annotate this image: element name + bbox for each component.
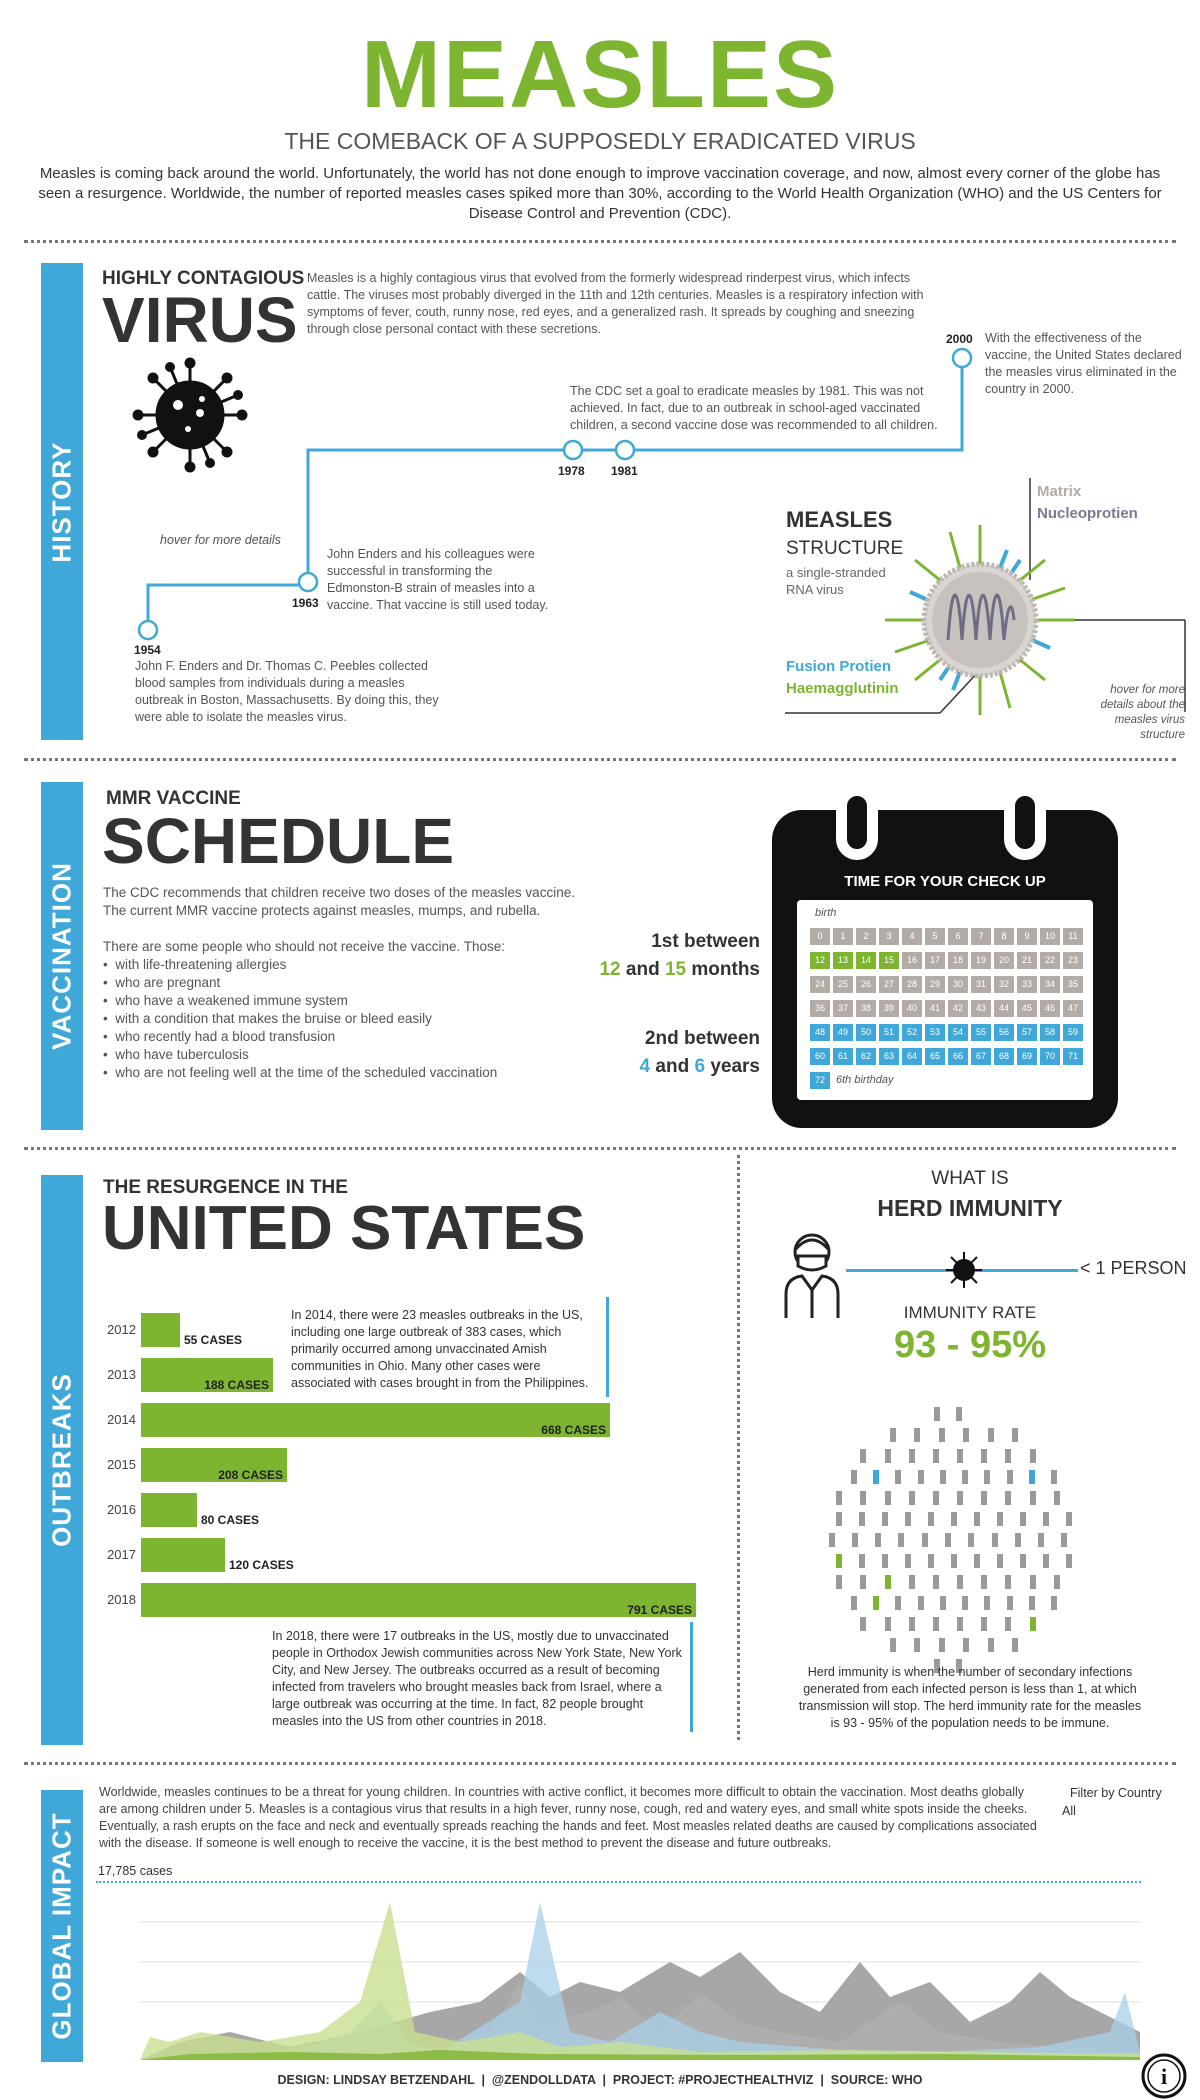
cases-bar[interactable] — [141, 1538, 225, 1572]
person-icon — [885, 1575, 891, 1589]
person-icon — [1005, 1449, 1011, 1463]
history-desc: Measles is a highly contagious virus that evolved from the formerly widespread rinderpest virus, which infects cattle. The viruses most probably diverged in the 11th and 12th centuries. Measles is a respiratory infection with symptoms of fever, couth, runny nose, red eyes, and a generalized rash. It spreads by coughing and sneezing through close personal contact with these secretions. — [307, 271, 924, 336]
person-icon — [922, 1533, 928, 1547]
calendar-month-cell: 12 — [810, 952, 830, 969]
global-cases-chart[interactable] — [140, 1882, 1140, 2060]
calendar-month-cell: 7 — [971, 928, 991, 945]
year-axis-label: 2014 — [107, 1412, 136, 1427]
calendar-month-cell: 24 — [810, 976, 830, 993]
person-icon — [885, 1491, 891, 1505]
divider — [24, 1147, 1176, 1150]
calendar-month-cell: 6 — [948, 928, 968, 945]
person-icon — [1015, 1533, 1021, 1547]
calendar-title: TIME FOR YOUR CHECK UP — [844, 873, 1046, 890]
intro-text: Measles is coming back around the world. Unfortunately, the world has not done enough to improve vaccination coverage, and now, almost every corner of the globe has seen a resurgence. Worldwide, the number of reported measles cases spiked more than 30%, according to the World Health Organization (WHO) and the US Centers for Disease Control and Prevention (CDC). — [38, 165, 1162, 222]
calendar-month-cell: 43 — [971, 1000, 991, 1017]
vaccine-kicker: MMR VACCINE — [106, 788, 241, 809]
note-2014: In 2014, there were 23 measles outbreaks in the US, including one large outbreak of 383 cases, which primarily occurred among unvaccinated Amish communities in Ohio. Many other cases were associated with cases brought in from the Philippines. — [291, 1308, 589, 1390]
calendar-month-cell: 37 — [833, 1000, 853, 1017]
calendar-month-cell: 18 — [948, 952, 968, 969]
person-icon — [1012, 1638, 1018, 1652]
calendar-month-cell: 5 — [925, 928, 945, 945]
calendar-month-cell: 36 — [810, 1000, 830, 1017]
calendar-sixth-label: 6th birthday — [836, 1074, 894, 1086]
vaccine-paragraph: The CDC recommends that children receive two doses of the measles vaccine. The current MMR vaccine protects against measles, mumps, and rubella. — [103, 885, 575, 918]
cases-label: 188 CASES — [204, 1378, 269, 1392]
calendar-month-cell: 1 — [833, 928, 853, 945]
person-icon — [890, 1638, 896, 1652]
person-icon — [956, 1407, 962, 1421]
vaccine-heading: SCHEDULE — [102, 805, 455, 877]
person-icon — [836, 1491, 842, 1505]
person-icon — [882, 1512, 888, 1526]
calendar-month-cell: 64 — [902, 1048, 922, 1065]
second-dose — [560, 1025, 760, 1081]
person-icon — [873, 1470, 879, 1484]
sidebar-label: HISTORY — [46, 440, 77, 563]
calendar-month-cell: 13 — [833, 952, 853, 969]
event-1954-text: John F. Enders and Dr. Thomas C. Peebles collected blood samples from individuals during a measles outbreak in Boston, Massachusetts. By doing this, they were able to isolate the measles virus. — [135, 659, 439, 724]
person-icon — [1030, 1617, 1036, 1631]
calendar-month-cell: 16 — [902, 952, 922, 969]
person-icon — [885, 1449, 891, 1463]
event-1978-text: The CDC set a goal to eradicate measles by 1981. This was not achieved. In fact, due to an outbreak in school-aged vaccinated children, a second vaccine dose was recommended to all children. — [570, 384, 938, 432]
cases-label: 80 CASES — [201, 1513, 260, 1527]
calendar-month-cell: 11 — [1063, 928, 1083, 945]
history-heading: VIRUS — [102, 284, 298, 356]
calendar-month-cell: 30 — [948, 976, 968, 993]
person-icon — [974, 1512, 980, 1526]
person-icon — [933, 1575, 939, 1589]
person-icon — [984, 1596, 990, 1610]
person-icon — [957, 1575, 963, 1589]
year-1978[interactable]: 1978 — [558, 464, 585, 478]
person-icon — [1061, 1533, 1067, 1547]
person-icon — [852, 1533, 858, 1547]
person-icon — [963, 1428, 969, 1442]
svg-text:i: i — [1160, 2064, 1168, 2089]
calendar-month-cell: 70 — [1040, 1048, 1060, 1065]
sidebar-vaccination — [41, 782, 83, 1130]
calendar-month-cell: 51 — [879, 1024, 899, 1041]
person-icon — [957, 1617, 963, 1631]
list-item: • who have tuberculosis — [103, 1047, 249, 1062]
vaccine-exclusions-list — [103, 956, 583, 1082]
person-icon — [905, 1554, 911, 1568]
calendar-month-cell: 29 — [925, 976, 945, 993]
person-icon — [1012, 1428, 1018, 1442]
person-icon — [1020, 1554, 1026, 1568]
calendar-month-cell: 3 — [879, 928, 899, 945]
cases-bar[interactable] — [141, 1583, 696, 1617]
herd-threshold: < 1 PERSON — [1080, 1258, 1187, 1278]
calendar-month-cell: 59 — [1063, 1024, 1083, 1041]
person-icon — [997, 1554, 1003, 1568]
person-icon — [981, 1449, 987, 1463]
person-icon — [928, 1512, 934, 1526]
person-icon — [1054, 1575, 1060, 1589]
calendar-month-cell: 52 — [902, 1024, 922, 1041]
year-axis-label: 2013 — [107, 1367, 136, 1382]
person-icon — [933, 1449, 939, 1463]
year-1963[interactable]: 1963 — [292, 596, 319, 610]
calendar-month-cell: 53 — [925, 1024, 945, 1041]
calendar-month-cell: 67 — [971, 1048, 991, 1065]
calendar-month-cell: 4 — [902, 928, 922, 945]
note-2014-rule — [606, 1297, 609, 1397]
first-dose — [560, 928, 760, 984]
person-icon — [1029, 1470, 1035, 1484]
person-icon — [981, 1575, 987, 1589]
person-icon — [951, 1554, 957, 1568]
immunity-rate-label: IMMUNITY RATE — [903, 1303, 1037, 1322]
person-icon — [859, 1512, 865, 1526]
calendar-month-cell: 34 — [1040, 976, 1060, 993]
list-item: • with life-threatening allergies — [103, 957, 287, 972]
divider — [24, 1762, 1176, 1765]
person-icon — [918, 1596, 924, 1610]
calendar-ring-left — [836, 785, 878, 860]
person-icon — [988, 1638, 994, 1652]
outbreaks-kicker: THE RESURGENCE IN THE — [103, 1177, 348, 1198]
calendar-month-cell: 20 — [994, 952, 1014, 969]
person-icon — [1007, 1470, 1013, 1484]
year-1981[interactable]: 1981 — [611, 464, 638, 478]
page-subtitle: THE COMEBACK OF A SUPPOSEDLY ERADICATED VIRUS — [284, 128, 916, 154]
person-icon — [859, 1554, 865, 1568]
structure-subtitle: STRUCTURE — [786, 538, 904, 559]
structure-desc: a single-stranded RNA virus — [786, 565, 886, 597]
cases-bar[interactable] — [141, 1403, 610, 1437]
person-icon — [939, 1428, 945, 1442]
sidebar-outbreaks — [41, 1175, 83, 1745]
calendar-month-cell: 42 — [948, 1000, 968, 1017]
year-axis-label: 2017 — [107, 1547, 136, 1562]
calendar-month-cell: 19 — [971, 952, 991, 969]
calendar-birth-label: birth — [815, 907, 837, 919]
year-axis-label: 2018 — [107, 1592, 136, 1607]
person-icon — [940, 1596, 946, 1610]
person-icon — [939, 1638, 945, 1652]
person-icon — [963, 1638, 969, 1652]
person-icon — [1066, 1512, 1072, 1526]
calendar-month-cell: 14 — [856, 952, 876, 969]
calendar-month-cell: 23 — [1063, 952, 1083, 969]
calendar-month-cell: 45 — [1017, 1000, 1037, 1017]
calendar-month-cell: 41 — [925, 1000, 945, 1017]
herd-title: HERD IMMUNITY — [877, 1195, 1063, 1221]
global-text: Worldwide, measles continues to be a threat for young children. In countries with active conflict, it becomes more difficult to obtain the vaccination. Most deaths globally are among children under 5. Measles is a contagious virus that results in a high fever, runny nose, cough, red and watery eyes, and small white spots inside the cheeks. Eventually, a rash erupts on the face and neck and eventually spreads reaching the hands and feet. Most measles related deaths are caused by complications associated with the disease. If someone is well enough to receive the vaccine, it is the best method to prevent the disease and future outbreaks. — [99, 1785, 1037, 1850]
person-icon — [1007, 1596, 1013, 1610]
person-icon — [1005, 1491, 1011, 1505]
person-icon — [860, 1617, 866, 1631]
person-icon — [836, 1512, 842, 1526]
person-icon — [933, 1491, 939, 1505]
person-icon — [1043, 1554, 1049, 1568]
person-icon — [1029, 1596, 1035, 1610]
calendar-month-cell: 15 — [879, 952, 899, 969]
cases-label: 120 CASES — [229, 1558, 294, 1572]
person-icon — [860, 1575, 866, 1589]
first-dose-range: 12 and 15 months — [599, 959, 760, 980]
person-icon — [895, 1470, 901, 1484]
person-icon — [875, 1533, 881, 1547]
sidebar-label: GLOBAL IMPACT — [46, 1812, 77, 2040]
person-icon — [988, 1428, 994, 1442]
list-item: • who have a weakened immune system — [103, 993, 348, 1008]
person-icon — [909, 1617, 915, 1631]
cases-label: 208 CASES — [218, 1468, 283, 1482]
calendar-month-cell: 55 — [971, 1024, 991, 1041]
person-icon — [928, 1554, 934, 1568]
calendar-month-cell: 49 — [833, 1024, 853, 1041]
person-icon — [914, 1638, 920, 1652]
calendar-month-cell: 63 — [879, 1048, 899, 1065]
person-icon — [957, 1491, 963, 1505]
person-icon — [1043, 1512, 1049, 1526]
cases-bar[interactable] — [141, 1313, 180, 1347]
herd-question: WHAT IS — [931, 1168, 1009, 1189]
calendar-month-cell: 60 — [810, 1048, 830, 1065]
person-icon — [1051, 1596, 1057, 1610]
calendar-month-cell: 27 — [879, 976, 899, 993]
person-icon — [851, 1470, 857, 1484]
cases-bar[interactable] — [141, 1493, 197, 1527]
vaccine-exclusions-intro: There are some people who should not receive the vaccine. Those: — [103, 939, 505, 954]
person-icon — [914, 1428, 920, 1442]
calendar-month-cell: 40 — [902, 1000, 922, 1017]
calendar-month-cell: 65 — [925, 1048, 945, 1065]
person-icon — [1005, 1617, 1011, 1631]
person-icon — [898, 1533, 904, 1547]
year-2000[interactable]: 2000 — [946, 332, 973, 346]
person-icon — [905, 1512, 911, 1526]
person-icon — [1038, 1533, 1044, 1547]
person-icon — [836, 1554, 842, 1568]
section-divider-vertical — [737, 1155, 740, 1740]
person-icon — [1020, 1512, 1026, 1526]
person-icon — [933, 1617, 939, 1631]
calendar-month-cell: 33 — [1017, 976, 1037, 993]
calendar-month-cell: 66 — [948, 1048, 968, 1065]
calendar-month-cell: 48 — [810, 1024, 830, 1041]
history-kicker: HIGHLY CONTAGIOUS — [102, 268, 305, 289]
year-axis-label: 2016 — [107, 1502, 136, 1517]
cases-label: 55 CASES — [184, 1333, 243, 1347]
calendar-month-cell: 28 — [902, 976, 922, 993]
global-max-label: 17,785 cases — [98, 1864, 173, 1878]
person-icon — [873, 1596, 879, 1610]
sidebar-global — [41, 1790, 83, 2062]
person-icon — [974, 1554, 980, 1568]
list-item: • who are pregnant — [103, 975, 221, 990]
person-icon — [997, 1512, 1003, 1526]
person-icon — [909, 1575, 915, 1589]
calendar-month-cell: 0 — [810, 928, 830, 945]
label-matrix[interactable]: Matrix — [1037, 483, 1082, 500]
immunity-rate-value: 93 - 95% — [893, 1324, 1047, 1366]
second-dose-label: 2nd between — [644, 1028, 760, 1049]
calendar-month-cell: 25 — [833, 976, 853, 993]
label-fusion[interactable]: Fusion Protien — [786, 658, 891, 675]
person-icon — [1066, 1554, 1072, 1568]
calendar-month-cell: 46 — [1040, 1000, 1060, 1017]
person-icon — [1030, 1449, 1036, 1463]
person-icon — [1051, 1470, 1057, 1484]
label-nucleoprotien[interactable]: Nucleoprotien — [1037, 505, 1138, 522]
first-dose-label: 1st between — [651, 931, 760, 952]
calendar-month-cell: 31 — [971, 976, 991, 993]
calendar-month-cell: 38 — [856, 1000, 876, 1017]
sidebar-label: OUTBREAKS — [46, 1373, 77, 1547]
person-icon — [860, 1491, 866, 1505]
structure-title: MEASLES — [786, 507, 893, 532]
list-item: • who are not feeling well at the time of the scheduled vaccination — [103, 1065, 498, 1080]
calendar-month-cell: 50 — [856, 1024, 876, 1041]
person-icon — [1005, 1575, 1011, 1589]
virus-small-icon — [944, 1250, 984, 1290]
calendar-month-cell: 69 — [1017, 1048, 1037, 1065]
country-filter-label: Filter by Country — [1070, 1786, 1162, 1800]
calendar-month-cell: 9 — [1017, 928, 1037, 945]
calendar-month-cell: 57 — [1017, 1024, 1037, 1041]
calendar-ring-right — [1004, 785, 1046, 860]
person-icon — [885, 1617, 891, 1631]
label-haemagglutinin[interactable]: Haemagglutinin — [786, 680, 899, 697]
year-1954[interactable]: 1954 — [134, 643, 161, 657]
calendar-month-cell: 26 — [856, 976, 876, 993]
calendar-month-cell: 22 — [1040, 952, 1060, 969]
sidebar-label: VACCINATION — [46, 862, 77, 1050]
person-icon — [909, 1491, 915, 1505]
calendar-month-cell: 62 — [856, 1048, 876, 1065]
cases-label: 668 CASES — [541, 1423, 606, 1437]
note-2018-rule — [690, 1622, 693, 1732]
person-icon — [836, 1575, 842, 1589]
person-icon — [962, 1596, 968, 1610]
outbreaks-heading: UNITED STATES — [102, 1194, 586, 1263]
person-icon — [992, 1533, 998, 1547]
person-icon — [909, 1449, 915, 1463]
cases-label: 791 CASES — [627, 1603, 692, 1617]
calendar-month-cell: 47 — [1063, 1000, 1083, 1017]
person-icon — [940, 1470, 946, 1484]
person-icon — [934, 1407, 940, 1421]
event-1963-text: John Enders and his colleagues were successful in transforming the Edmonston-B strain of measles into a vaccine. That vaccine is still used today. — [327, 547, 549, 612]
person-icon — [984, 1470, 990, 1484]
calendar-month-cell: 21 — [1017, 952, 1037, 969]
person-icon — [851, 1596, 857, 1610]
country-filter-select[interactable]: All — [1062, 1804, 1076, 1818]
person-icon — [895, 1596, 901, 1610]
person-icon — [1030, 1575, 1036, 1589]
calendar-month-cell: 61 — [833, 1048, 853, 1065]
calendar-month-cell: 56 — [994, 1024, 1014, 1041]
person-icon — [962, 1470, 968, 1484]
year-axis-label: 2015 — [107, 1457, 136, 1472]
calendar-month-cell: 58 — [1040, 1024, 1060, 1041]
person-icon — [1054, 1491, 1060, 1505]
second-dose-range: 4 and 6 years — [639, 1056, 760, 1077]
person-icon — [945, 1533, 951, 1547]
calendar-month-cell: 17 — [925, 952, 945, 969]
divider — [24, 758, 1176, 761]
person-icon — [829, 1533, 835, 1547]
calendar-month-cell: 10 — [1040, 928, 1060, 945]
person-icon — [1030, 1491, 1036, 1505]
calendar-month-cell: 71 — [1063, 1048, 1083, 1065]
calendar-month-cell: 39 — [879, 1000, 899, 1017]
person-icon — [957, 1449, 963, 1463]
person-icon — [882, 1554, 888, 1568]
year-axis-label: 2012 — [107, 1322, 136, 1337]
note-2018: In 2018, there were 17 outbreaks in the US, mostly due to unvaccinated people in Orthodox Jewish communities across New York State, New York City, and New Jersey. The outbreaks occurred as a result of becoming infected from travelers who brought measles back from Israel, where a large outbreak was occurring at the time. In fact, 82 people brought measles into the US from other countries in 2018. — [272, 1629, 682, 1728]
event-2000-text: With the effectiveness of the vaccine, the United States declared the measles virus eliminated in the country in 2000. — [985, 331, 1182, 396]
person-icon — [918, 1470, 924, 1484]
person-icon — [981, 1491, 987, 1505]
page-title: MEASLES — [360, 21, 840, 128]
person-icon — [860, 1449, 866, 1463]
herd-desc: Herd immunity is when the number of secondary infections generated from each infected person is less than 1, at which transmission will stop. The herd immunity rate for the measles is 93 - 95% of the population needs to be immune. — [798, 1665, 1142, 1730]
calendar-month-cell: 8 — [994, 928, 1014, 945]
person-icon — [951, 1512, 957, 1526]
calendar-month-cell: 68 — [994, 1048, 1014, 1065]
calendar-month-cell: 32 — [994, 976, 1014, 993]
virus-structure-diagram[interactable] — [780, 470, 1200, 750]
calendar-month-cell: 35 — [1063, 976, 1083, 993]
calendar-month-cell: 44 — [994, 1000, 1014, 1017]
person-icon — [890, 1428, 896, 1442]
list-item: • with a condition that makes the bruise or bleed easily — [103, 1011, 432, 1026]
person-icon — [981, 1617, 987, 1631]
person-icon — [968, 1533, 974, 1547]
structure-hover-hint: hover for more details about the measles virus structure — [1100, 684, 1185, 741]
hover-hint: hover for more details — [160, 533, 281, 547]
calendar-month-cell: 72 — [810, 1072, 830, 1089]
calendar-month-cell: 54 — [948, 1024, 968, 1041]
footer-credits: DESIGN: LINDSAY BETZENDAHL | @ZENDOLLDATA | PROJECT: #PROJECTHEALTHVIZ | SOURCE: WHO — [277, 2073, 923, 2087]
calendar-month-cell: 2 — [856, 928, 876, 945]
list-item: • who recently had a blood transfusion — [103, 1029, 336, 1044]
